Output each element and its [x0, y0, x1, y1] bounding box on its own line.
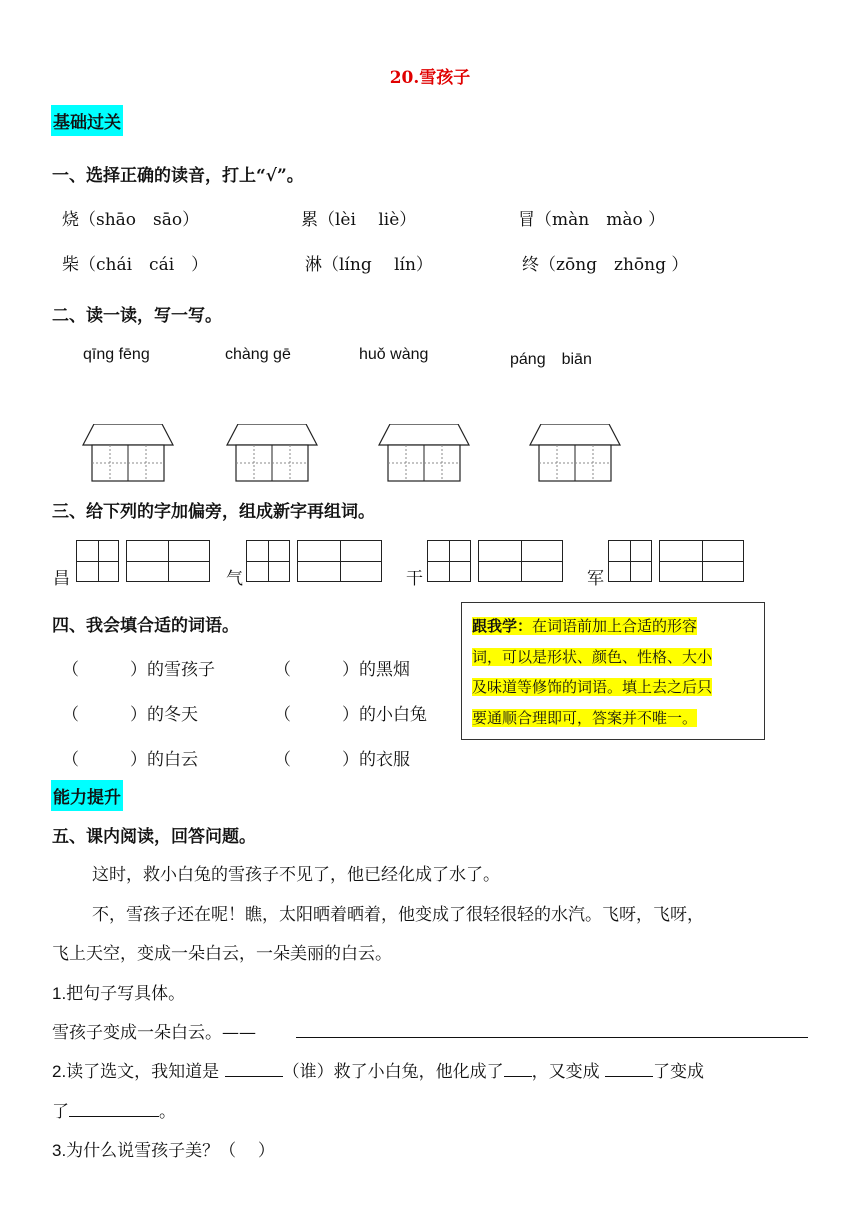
sub-question-1-prompt: 雪孩子变成一朵白云。——: [52, 1023, 256, 1043]
pinyin-label: huǒ wàng: [359, 346, 429, 363]
writing-grid[interactable]: [82, 424, 174, 482]
sub-question-2-text: 。: [159, 1102, 176, 1122]
reading-paragraph: 不，雪孩子还在呢！瞧，太阳晒着晒着，他变成了很轻很轻的水汽。飞呀，飞呀，: [92, 905, 704, 925]
pinyin-label: qīng fēng: [83, 346, 150, 363]
tip-line: 要通顺合理即可，答案并不唯一。: [472, 708, 698, 727]
sub-question-2-text: 2.读了选文，我知道是: [52, 1062, 220, 1081]
fill-blank-item[interactable]: （ ）的雪孩子: [62, 660, 215, 680]
word-box[interactable]: [126, 540, 210, 582]
reading-paragraph: 这时，救小白兔的雪孩子不见了，他已经化成了水了。: [92, 865, 500, 885]
q1-item: 累（lèi liè）: [301, 210, 417, 230]
answer-blank[interactable]: [69, 1100, 159, 1117]
q1-item: 烧（shāo sāo）: [62, 210, 200, 230]
q2-heading: 二、读一读，写一写。: [52, 306, 222, 326]
fill-blank-item[interactable]: （ ）的冬天: [62, 705, 198, 725]
fill-blank-item[interactable]: （ ）的黑烟: [274, 660, 410, 680]
answer-blank[interactable]: [504, 1060, 532, 1077]
writing-grid[interactable]: [378, 424, 470, 482]
q5-heading: 五、课内阅读，回答问题。: [52, 827, 256, 847]
section-advanced-label: 能力提升: [51, 780, 123, 811]
fill-blank-item[interactable]: （ ）的衣服: [274, 750, 410, 770]
fill-blank-item[interactable]: （ ）的小白兔: [274, 705, 427, 725]
char-box[interactable]: [427, 540, 471, 582]
writing-grid[interactable]: [226, 424, 318, 482]
sub-question-2-cont: [52, 1097, 176, 1122]
pinyin-label: páng biān: [510, 351, 592, 368]
sub-question-2-text: （谁）救了小白兔，他化成了: [282, 1062, 504, 1082]
q1-item: 柴（chái cái ）: [62, 255, 209, 275]
char-box[interactable]: [246, 540, 290, 582]
page-title: 20.雪孩子: [389, 68, 471, 88]
q1-item: 淋（líng lín）: [305, 255, 433, 275]
q3-heading: 三、给下列的字加偏旁，组成新字再组词。: [52, 502, 375, 522]
sub-question-2-text: 了变成: [653, 1062, 704, 1082]
q1-heading: 一、选择正确的读音，打上“√”。: [52, 166, 304, 186]
tip-line: 在词语前加上合适的形容: [532, 617, 698, 635]
reading-paragraph: 飞上天空，变成一朵白云，一朵美丽的白云。: [52, 944, 392, 964]
writing-grid[interactable]: [529, 424, 621, 482]
tip-label: 跟我学：: [472, 617, 533, 635]
tip-line: 词，可以是形状、颜色、性格、大小: [472, 647, 713, 666]
sub-question-2: [52, 1057, 704, 1082]
pinyin-label: chàng gē: [225, 346, 291, 363]
q1-item: 冒（màn mào ）: [518, 210, 666, 230]
word-box[interactable]: [297, 540, 382, 582]
radical-char: 气: [226, 569, 243, 589]
sub-question-1: 1.把句子写具体。: [52, 984, 186, 1003]
section-basic-label: 基础过关: [51, 105, 123, 136]
answer-blank[interactable]: [605, 1060, 653, 1077]
tip-line: 及味道等修饰的词语。填上去之后只: [472, 678, 713, 696]
sub-question-3: 3.为什么说雪孩子美？（ ）: [52, 1141, 275, 1160]
word-box[interactable]: [478, 540, 563, 582]
sub-question-2-text: 了: [52, 1102, 69, 1122]
radical-char: 昌: [53, 569, 70, 589]
answer-blank[interactable]: [225, 1060, 283, 1077]
char-box[interactable]: [608, 540, 652, 582]
answer-line[interactable]: [296, 1036, 808, 1038]
q4-heading: 四、我会填合适的词语。: [52, 616, 239, 636]
radical-char: 军: [587, 569, 604, 589]
fill-blank-item[interactable]: （ ）的白云: [62, 750, 198, 770]
word-box[interactable]: [659, 540, 744, 582]
char-box[interactable]: [76, 540, 119, 582]
radical-char: 干: [406, 569, 423, 589]
tip-box: [461, 602, 765, 740]
sub-question-2-text: ，又变成: [531, 1062, 600, 1082]
q1-item: 终（zōng zhōng ）: [522, 255, 689, 275]
